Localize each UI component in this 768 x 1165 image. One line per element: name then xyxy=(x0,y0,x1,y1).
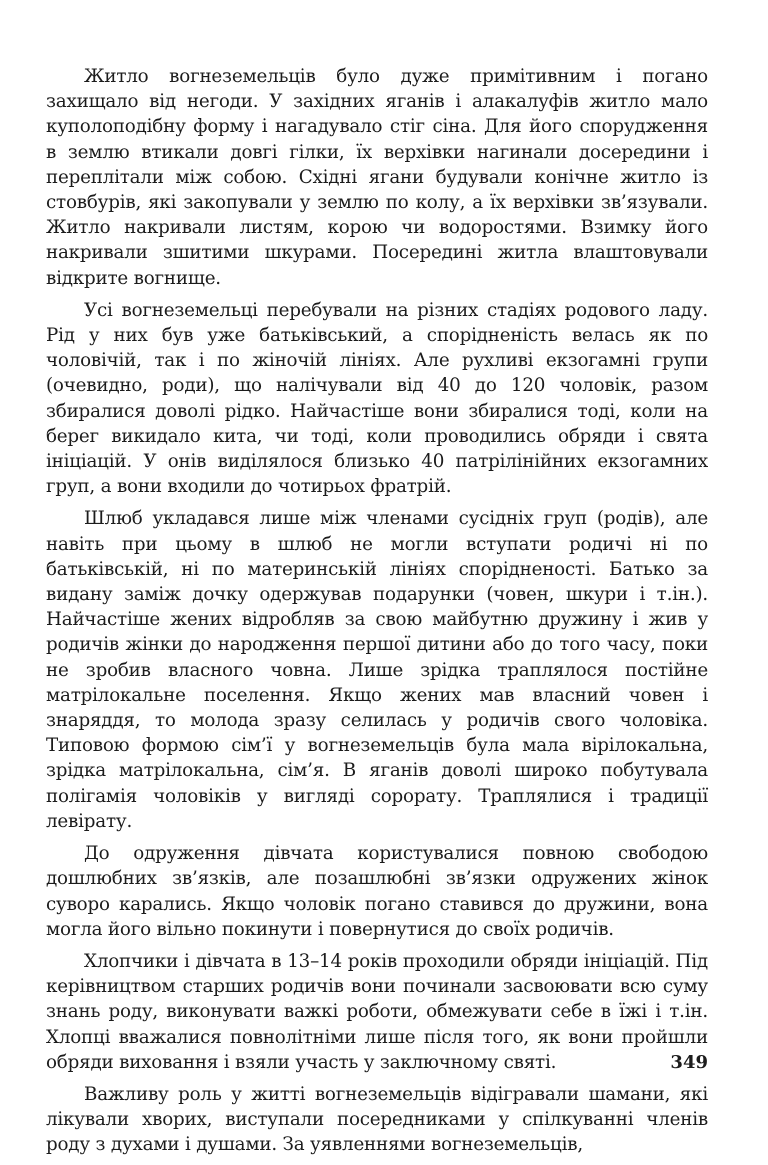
paragraph-marriage: Шлюб укладався лише між членами сусідніх груп (родів), але навіть при цьому в шлюб не могли вступати родичі ні по батьківській, ні по материнській лініях спорідненості. Батько за видану заміж дочку одержував подарунки (човен, шкури і т.ін.). Найчастіше жених відробляв за свою майбутню дружину і жив у родичів жінки до народження першої дитини або до того часу, поки не зробив власного човна. Лише зрідка траплялося постійне матрілокальне поселення. Якщо жених мав власний човен і знаряддя, то молода зразу селилась у родичів свого чоловіка. Типовою формою сім’ї у вогнеземельців була мала вірілокальна, зрідка матрілокальна, сім’я. В яганів доволі широко побутувала полігамія чоловіків у вигляді сорорату. Траплялися і традиції левірату. xyxy=(46,508,708,832)
paragraph-shamans: Важливу роль у житті вогнеземельців відігравали шамани, які лікували хворих, виступали посередниками у спілкуванні членів роду з духами і душами. За уявленнями вогнеземельців, xyxy=(46,1083,708,1156)
paragraph-clan-structure: Усі вогнеземельці перебували на різних стадіях родового ладу. Рід у них був уже батьківський, а спорідненість велась як по чоловічій, так і по жіночій лініях. Але рухливі екзогамні групи (очевидно, роди), що налічували від 40 до 120 чоловік, разом збиралися доволі рідко. Найчастіше вони збиралися тоді, коли на берег викидало кита, чи тоді, коли проводились обряди і свята ініціацій. У онів виділялося близько 40 патрілінійних екзогамних груп, а вони входили до чотирьох фратрій. xyxy=(46,299,708,498)
paragraph-initiation: Хлопчики і дівчата в 13–14 років проходили обряди ініціацій. Під керівництвом старших родичів вони починали засвоювати всю суму знань роду, виконувати важкі роботи, обмежувати себе в їжі і т.ін. Хлопці вважалися повнолітніми лише після того, як вони пройшли обряди виховання і взяли участь у заключному святі. xyxy=(46,950,708,1073)
paragraph-dwellings: Житло вогнеземельців було дуже примітивним і погано захищало від негоди. У західних яганів і алакалуфів житло мало куполоподібну форму і нагадувало стіг сіна. Для його спорудження в землю втикали довгі гілки, їх верхівки нагинали досередини і переплітали між собою. Східні ягани будували конічне житло із стовбурів, які закопували у землю по колу, а їх верхівки зв’язували. Житло накривали листям, корою чи водоростями. Взимку його накривали зшитими шкурами. Посередині житла влаштовували відкрите вогнище. xyxy=(46,66,708,289)
page-number: 349 xyxy=(670,1052,708,1073)
paragraph-premarital: До одруження дівчата користувалися повною свободою дошлюбних зв’язків, але позашлюбні зв’язки одружених жінок суворо карались. Якщо чоловік погано ставився до дружини, вона могла його вільно покинути і повернутися до своїх родичів. xyxy=(46,843,708,940)
page-text xyxy=(46,64,708,1165)
